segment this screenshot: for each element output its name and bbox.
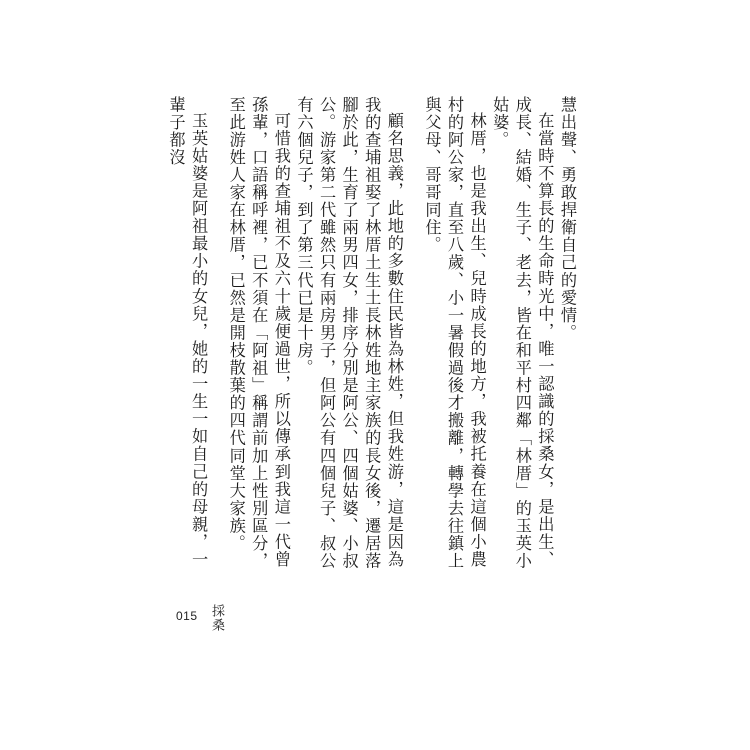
paragraph-name-origin: 顧名思義，此地的多數住民皆為林姓，但我姓游，這是因為我的查埔祖娶了林厝土生土長林姓地主家族的長女後，遷居落腳於此，生育了兩男四女，排序分別是阿公、四個姑婆、小叔公。游家第二代雖然只有兩房男子，但阿公有四個兒子、叔公有六個兒子，到了第三代已是十房。 xyxy=(294,96,404,570)
paragraph-four-generations: 可惜我的查埔祖不及六十歲便過世，所以傳承到我這一代曾孫輩，口語稱呼裡，已不須在「阿祖」稱謂前加上性別區分，至此游姓人家在林厝，已然是開枝散葉的四代同堂大家族。 xyxy=(226,96,291,570)
section-spacer xyxy=(209,96,224,576)
paragraph-sangnu: 在當時不算長的生命時光中，唯一認識的採桑女，是出生、成長、結婚、生子、老去，皆在和平村四鄰「林厝」的玉英小姑婆。 xyxy=(490,96,555,570)
page-number: 015 xyxy=(176,609,198,623)
paragraph-yuying: 玉英姑婆是阿祖最小的女兒，她的一生一如自己的母親，一輩子都沒 xyxy=(166,96,209,569)
paragraph-lincuo: 林厝，也是我出生、兒時成長的地方，我被托養在這個小農村的阿公家，直至八歲、小一暑假過後才搬離，轉學去往鎮上與父母、哥哥同住。 xyxy=(422,96,487,570)
paragraph-continuation: 慧出聲、勇敢捍衛自己的愛情。 xyxy=(558,96,577,342)
section-spacer xyxy=(405,96,420,576)
vertical-text-body xyxy=(158,96,578,576)
running-title: 採桑 xyxy=(209,604,224,632)
